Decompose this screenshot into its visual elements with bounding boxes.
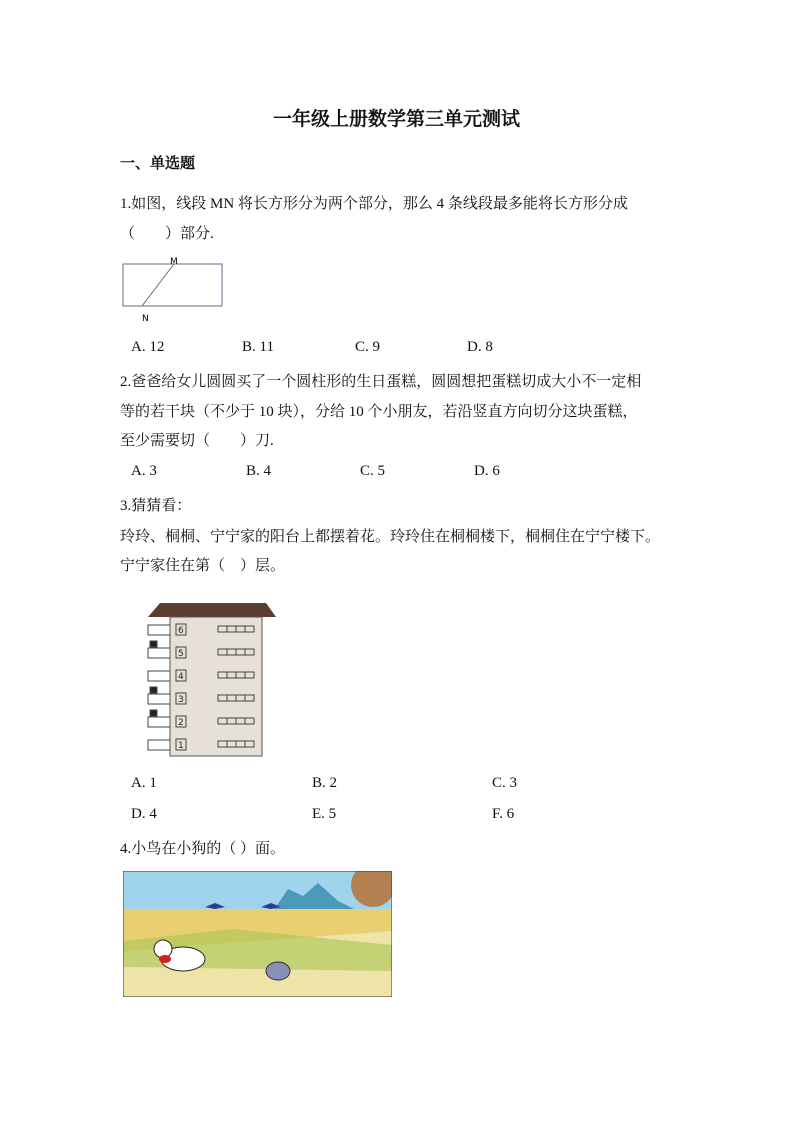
q3-option-b[interactable]: B. 2 (312, 775, 338, 791)
page-title: 一年级上册数学第三单元测试 (272, 109, 520, 130)
floor-number-5: 5 (178, 649, 184, 659)
q1-option-a[interactable]: A. 12 (131, 339, 165, 355)
flower-pot-icon (150, 710, 157, 716)
q3-option-f[interactable]: F. 6 (492, 806, 515, 822)
building-figure (140, 600, 280, 760)
floor-number-3: 3 (178, 695, 184, 705)
q2-option-b[interactable]: B. 4 (246, 463, 272, 479)
q3-option-e[interactable]: E. 5 (312, 806, 337, 822)
floor-number-4: 4 (178, 672, 184, 682)
q3-option-d[interactable]: D. 4 (131, 806, 157, 822)
question-2-line-1: 2.爸爸给女儿圆圆买了一个圆柱形的生日蛋糕，圆圆想把蛋糕切成大小不一定相 (120, 374, 642, 390)
question-3-line-1: 3.猜猜看： (120, 498, 192, 514)
q3-option-a[interactable]: A. 1 (131, 775, 157, 791)
q2-option-a[interactable]: A. 3 (131, 463, 157, 479)
bird-dog-picture (123, 871, 392, 997)
question-2-line-2: 等的若干块（不少于 10 块），分给 10 个小朋友，若沿竖直方向切分这块蛋糕， (120, 404, 638, 420)
q2-option-d[interactable]: D. 6 (474, 463, 500, 479)
label-m: M (170, 257, 178, 267)
floor-number-6: 6 (178, 626, 184, 636)
q3-option-c[interactable]: C. 3 (492, 775, 518, 791)
question-2-line-3: 至少需要切（ ）刀. (120, 433, 274, 449)
q1-option-c[interactable]: C. 9 (355, 339, 381, 355)
question-3-line-2: 玲玲、桐桐、宁宁家的阳台上都摆着花。玲玲住在桐桐楼下，桐桐住在宁宁楼下。 (120, 529, 661, 545)
floor-number-1: 1 (178, 741, 184, 751)
question-1-line-2: （ ）部分. (120, 226, 214, 242)
rectangle-mn-figure (118, 255, 228, 325)
q1-option-b[interactable]: B. 11 (242, 339, 274, 355)
q2-option-c[interactable]: C. 5 (360, 463, 386, 479)
flower-pot-icon (150, 687, 157, 693)
label-n: N (142, 314, 149, 324)
q1-option-d[interactable]: D. 8 (467, 339, 493, 355)
question-1-line-1: 1.如图，线段 MN 将长方形分为两个部分，那么 4 条线段最多能将长方形分成 (120, 196, 628, 212)
flower-pot-icon (150, 641, 157, 647)
floor-number-2: 2 (178, 718, 184, 728)
section-heading: 一、单选题 (120, 156, 196, 172)
question-3-line-3: 宁宁家住在第（ ）层。 (120, 558, 286, 574)
question-4-line-1: 4.小鸟在小狗的（ ）面。 (120, 841, 286, 857)
